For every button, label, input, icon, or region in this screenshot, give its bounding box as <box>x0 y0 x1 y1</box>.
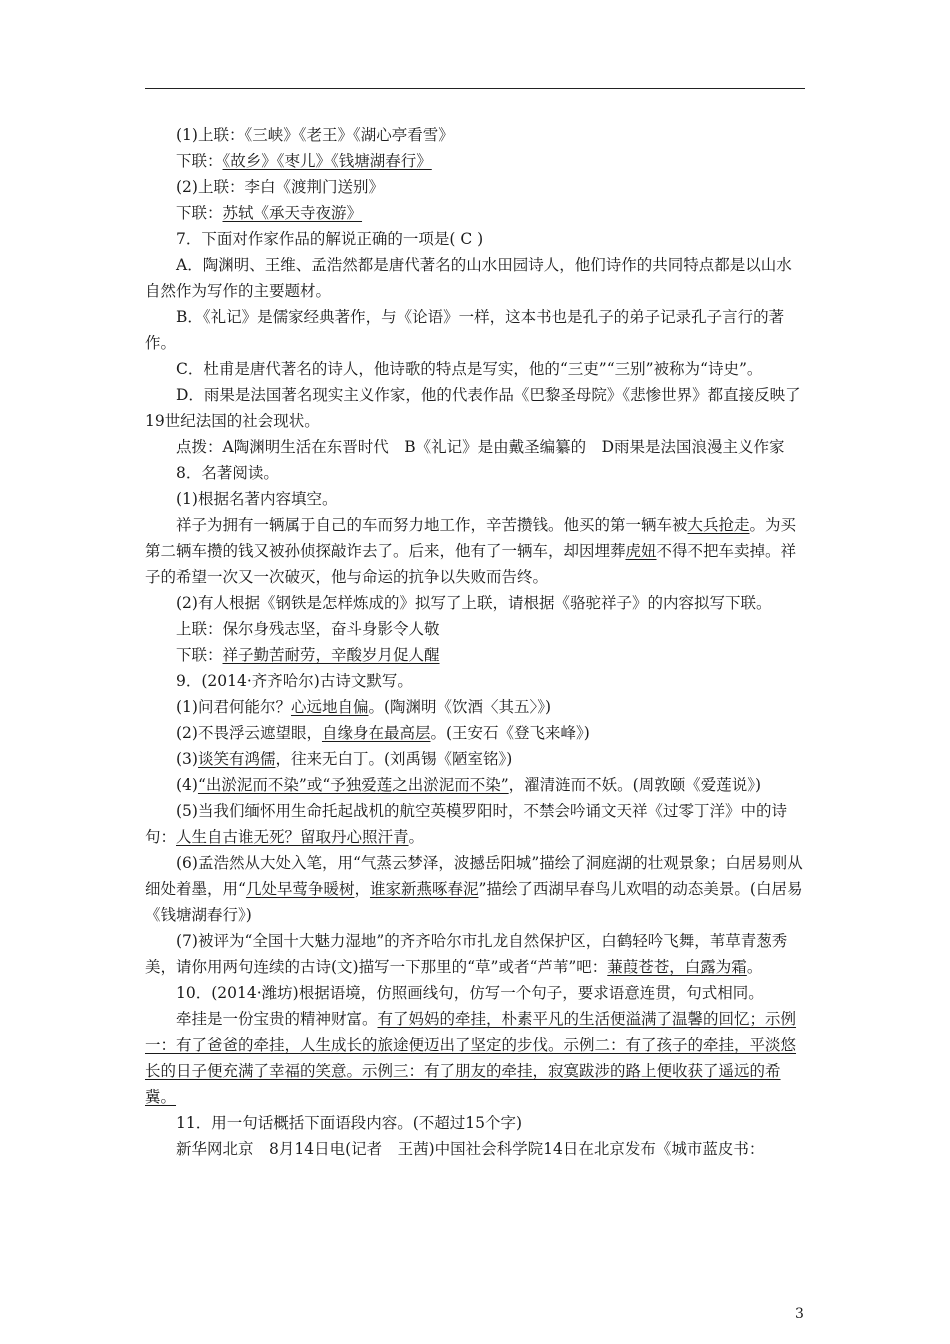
text: 祥子为拥有一辆属于自己的车而努力地工作，辛苦攒钱。他买的第一辆车被 <box>176 516 688 534</box>
q9-item-6 <box>145 850 807 928</box>
q7-option-b: B．《礼记》是儒家经典著作，与《论语》一样，这本书也是孔子的弟子记录孔子言行的著作。 <box>145 308 785 352</box>
answer: 谁家新燕啄春泥 <box>369 880 479 898</box>
q8-lower-couplet <box>145 642 807 668</box>
text: 下联： <box>176 152 223 170</box>
q9-item-1 <box>145 694 807 720</box>
q6-line-4 <box>145 200 807 226</box>
answer: 蒹葭苍苍，白露为霜 <box>607 958 747 976</box>
text: ，往来无白丁。(刘禹锡《陋室铭》) <box>275 750 513 768</box>
answer: 大兵抢走 <box>687 516 750 534</box>
text: (1)上联：《三峡》《老王》《湖心亭看雪》 <box>176 126 454 144</box>
page-number: 3 <box>795 1306 804 1322</box>
q6-line-3 <box>145 174 807 200</box>
header-rule <box>145 88 805 89</box>
q9-item-3 <box>145 746 807 772</box>
text: 。(陶渊明《饮酒〈其五〉》) <box>368 698 552 716</box>
text: (4) <box>176 776 198 794</box>
q8-upper-couplet: 上联：保尔身残志坚，奋斗身影令人敬 <box>176 620 440 638</box>
text: (2)上联：李白《渡荆门送别》 <box>176 178 384 196</box>
q8-stem: 8．名著阅读。 <box>176 464 279 482</box>
text: 不得不把车卖掉。祥子的希望一次又一次破灭，他与命运的抗争以失败而告终。 <box>145 542 797 586</box>
text: (3) <box>176 750 198 768</box>
answer: 苏轼《承天寺夜游》 <box>222 204 363 222</box>
text: 。 <box>408 828 425 846</box>
q11-passage: 新华网北京 8月14日电(记者 王茜)中国社会科学院14日在北京发布《城市蓝皮书： <box>176 1140 765 1158</box>
text: (1)问君何能尔？ <box>176 698 291 716</box>
q9-item-4 <box>145 772 807 798</box>
text: 牵挂是一份宝贵的精神财富。 <box>176 1010 378 1028</box>
q7-hint: 点拨：A陶渊明生活在东晋时代 B《礼记》是由戴圣编纂的 D雨果是法国浪漫主义作家 <box>176 438 785 456</box>
answer: 几处早莺争暖树 <box>245 880 355 898</box>
page-content <box>145 122 807 1162</box>
q7-option-a: A．陶渊明、王维、孟浩然都是唐代著名的山水田园诗人，他们诗作的共同特点都是以山水自然作为写作的主要题材。 <box>145 256 792 300</box>
answer: 心远地自偏 <box>290 698 369 716</box>
answer: 《故乡》《枣儿》《钱塘湖春行》 <box>222 152 432 170</box>
q8-sub-2: (2)有人根据《钢铁是怎样炼成的》拟写了上联，请根据《骆驼祥子》的内容拟写下联。 <box>176 594 772 612</box>
text: (5)当我们缅怀用生命托起战机的航空英模罗阳时，不禁会吟诵文天祥《过零丁洋》中的诗句： <box>145 802 787 846</box>
q10-stem: 10．(2014·潍坊)根据语境，仿照画线句，仿写一个句子，要求语意连贯，句式相同。 <box>176 984 764 1002</box>
text: ，濯清涟而不妖。(周敦颐《爱莲说》) <box>508 776 762 794</box>
q7-option-c: C．杜甫是唐代著名的诗人，他诗歌的特点是写实，他的“三吏”“三别”被称为“诗史”。 <box>176 360 763 378</box>
q8-sub-1: (1)根据名著内容填空。 <box>176 490 338 508</box>
q6-line-2 <box>145 148 807 174</box>
q9-stem: 9．(2014·齐齐哈尔)古诗文默写。 <box>176 672 413 690</box>
text: ， <box>354 880 370 898</box>
text: (2)不畏浮云遮望眼， <box>176 724 322 742</box>
text: (7)被评为“全国十大魅力湿地”的齐齐哈尔市扎龙自然保护区，白鹤轻吟飞舞，苇草青葱秀美，请你用两句连续的古诗(文)描写一下那里的“草”或者“芦苇”吧： <box>145 932 788 976</box>
text: 。(王安石《登飞来峰》) <box>430 724 590 742</box>
q6-line-1 <box>145 122 807 148</box>
q9-item-5 <box>145 798 807 850</box>
q10-passage <box>145 1006 807 1110</box>
q7-option-d: D．雨果是法国著名现实主义作家，他的代表作品《巴黎圣母院》《悲惨世界》都直接反映了19世纪法国的社会现状。 <box>145 386 801 430</box>
answer: 谈笑有鸿儒 <box>197 750 276 768</box>
answer: 自缘身在最高层 <box>321 724 431 742</box>
answer: 虎妞 <box>625 542 657 560</box>
answer: “出淤泥而不染”或“予独爱莲之出淤泥而不染” <box>197 776 509 794</box>
text: ”描绘了西湖早春鸟儿欢唱的动态美景。(白居易《钱塘湖春行》) <box>145 880 803 924</box>
text: 。为买第二辆车攒的钱又被孙侦探敲诈去了。后来，他有了一辆车，却因埋葬 <box>145 516 797 560</box>
answer: 祥子勤苦耐劳，辛酸岁月促人醒 <box>222 646 440 664</box>
text: (6)孟浩然从大处入笔，用“气蒸云梦泽，波撼岳阳城”描绘了洞庭湖的壮观景象；白居易则从细处着墨，用“ <box>145 854 803 898</box>
text: 。 <box>746 958 763 976</box>
q11-stem: 11．用一句话概括下面语段内容。(不超过15个字) <box>176 1114 523 1132</box>
q8-passage <box>145 512 807 590</box>
text: 下联： <box>176 646 223 664</box>
q7-stem: 7．下面对作家作品的解说正确的一项是( C ) <box>176 230 484 248</box>
answer: 人生自古谁无死？留取丹心照汗青 <box>176 828 409 846</box>
q9-item-7 <box>145 928 807 980</box>
q9-item-2 <box>145 720 807 746</box>
text: 下联： <box>176 204 223 222</box>
answer: 有了妈妈的牵挂，朴素平凡的生活便溢满了温馨的回忆；示例一：有了爸爸的牵挂，人生成长的旅途便迈出了坚定的步伐。示例二：有了孩子的牵挂，平淡悠长的日子便充满了幸福的笑意。示例三：有了朋友的牵挂，寂寞跋涉的路上便收获了遥远的希冀。 <box>145 1010 797 1106</box>
